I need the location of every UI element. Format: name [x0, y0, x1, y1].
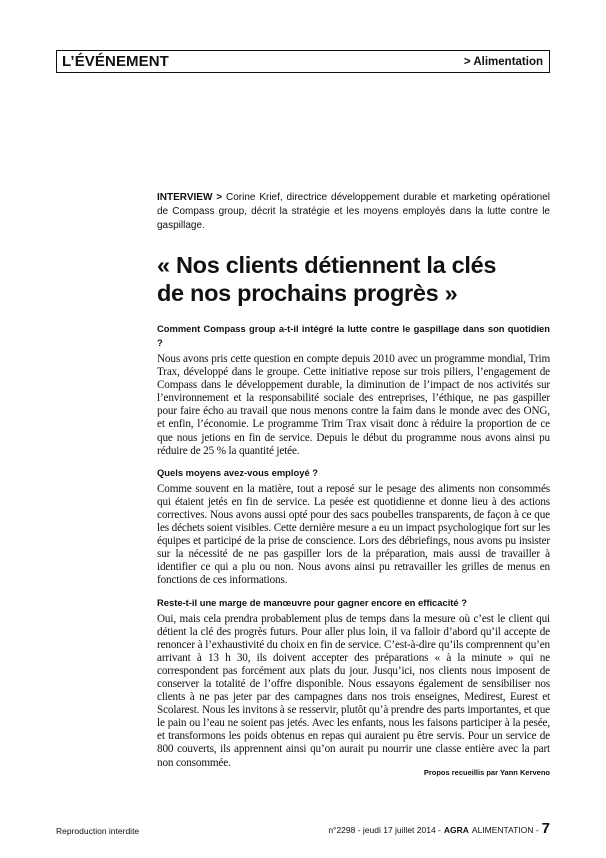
intro-label: INTERVIEW > — [157, 192, 223, 203]
article-intro — [157, 191, 550, 233]
footer-copyright: Reproduction interdite — [56, 826, 140, 836]
question-2: Quels moyens avez-vous employé ? — [157, 466, 318, 478]
footer-info — [328, 820, 550, 837]
title-line-2: de nos prochains progrès » — [157, 280, 458, 306]
footer-brand: AGRA — [443, 825, 469, 835]
question-1: Comment Compass group a-t-il intégré la lutte contre le gaspillage dans son quotidien ? — [157, 323, 550, 348]
answer-2: Comme souvent en la matière, tout a reposé sur le pesage des aliments non consommés qui étaient jetés en fin de service. La pesée est quotidienne et donne lieu à des actions correctives. Nous avons aussi opté pour des sacs poubelles transparents, de façon à ce que les déchets soient visibles. Cette dernière mesure a eu un impact psychologique fort sur les équipes et participé de la prise de conscience. Lors des débriefings, nous avons pu insister sur la nécessité de ne pas gaspiller lors de la préparation, mais aussi de travailler à identifier ce qui a plu ou non. Nous avons ainsi pu retravailler les grilles de menus en fonctions de ces informations. — [157, 482, 550, 587]
question-3: Reste-t-il une marge de manœuvre pour gagner encore en efficacité ? — [157, 596, 467, 608]
article-title — [157, 251, 550, 307]
article-credit: Propos recueillis par Yann Kerveno — [423, 767, 550, 777]
footer-issue: n°2298 - jeudi 17 juillet 2014 - — [328, 825, 441, 835]
intro-text: Corine Krief, directrice développement durable et marketing opérationel de Compass group, décrit la stratégie et les moyens employés dans la lutte contre le gaspillage. — [157, 192, 551, 231]
section-category: > Alimentation — [463, 55, 543, 68]
title-line-1: « Nos clients détiennent la clés — [157, 252, 497, 278]
section-title: L’ÉVÉNEMENT — [62, 53, 169, 70]
section-header — [56, 50, 550, 73]
footer-brand-suffix: ALIMENTATION - — [471, 825, 539, 835]
article-body — [157, 322, 550, 777]
page-number: 7 — [541, 820, 550, 837]
answer-1: Nous avons pris cette question en compte depuis 2010 avec un programme mondial, Trim Trax, développé dans le groupe. Cette initiative repose sur trois piliers, l’engagement de Compass dans le développement durable, la diminution de l’impact de nos activités sur l’environnement et la responsabilité sociale des entreprises, l’éthique, ne pas gaspiller pour faire écho au travail que nous menons contre la faim dans le monde avec des ONG, et enfin, l’économie. Le programme Trim Trax visait donc à réduire la proportion de ce que nous jetions en fin de service. Depuis le début du programme nous avons ainsi pu réduire de 25 % la quantité jetée. — [157, 353, 550, 457]
answer-3: Oui, mais cela prendra probablement plus de temps dans la mesure où c’est le client qui détient la clé des progrès futurs. Pour aller plus loin, il va falloir d’abord qu’il accepte de renoncer à l’exhaustivité du choix en fin de service. C’est-à-dire qu’ils comprennent qu’en arrivant à 13 h 30, ils doivent accepter des préparations « à la minute » qui ne correspondent pas forcément aux plats du jour. Jusqu’ici, nos clients nous imposent de conserver la totalité de l’offre disponible. Nous essayons également de sensibiliser nos clients à ne pas jeter par des campagnes dans nos trois enseignes, Medirest, Eurest et Scolarest. Nous les invitons à se resservir, plutôt qu’à prendre des parts importantes, et que le pain ou l’eau ne soient pas jetés. Avec les enfants, nous les faisons participer à la pesée, et transformons les poids obtenus en repas qui auraient pu être servis. Pour un service de 800 couverts, ils apprennent ainsi qu’on aurait pu nourrir une classe entière avec la part non consommée. — [157, 612, 550, 769]
